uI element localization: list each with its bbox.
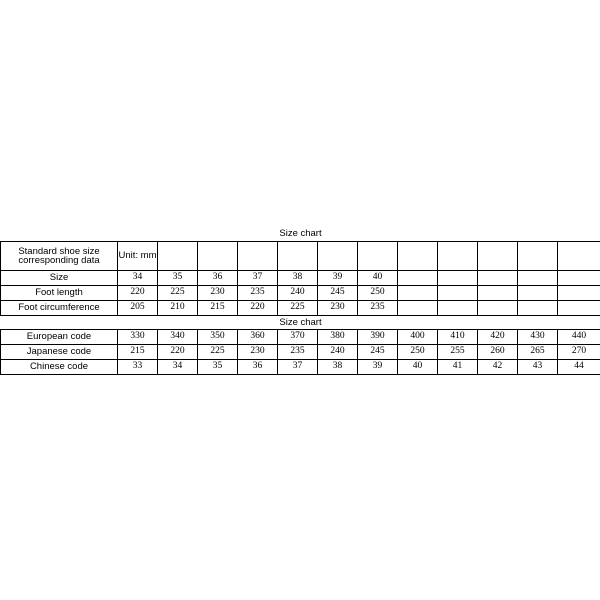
table-cell: 255 xyxy=(438,345,478,360)
table-cell xyxy=(398,271,438,286)
table-cell: 41 xyxy=(438,360,478,375)
table-row xyxy=(1,286,600,301)
table-cell xyxy=(558,301,600,316)
table-cell: 240 xyxy=(318,345,358,360)
header-empty-cell xyxy=(398,242,438,271)
table-cell: 240 xyxy=(278,286,318,301)
table-cell: 235 xyxy=(358,301,398,316)
table-cell xyxy=(478,301,518,316)
table-row xyxy=(1,330,600,345)
table-cell: 34 xyxy=(118,271,158,286)
header-empty-cell xyxy=(158,242,198,271)
table-cell: 215 xyxy=(198,301,238,316)
table-cell: 230 xyxy=(318,301,358,316)
table-cell: 260 xyxy=(478,345,518,360)
header-empty-cell xyxy=(358,242,398,271)
table-cell: 235 xyxy=(278,345,318,360)
header-empty-cell xyxy=(318,242,358,271)
table-cell: 40 xyxy=(398,360,438,375)
table-cell: 430 xyxy=(518,330,558,345)
table-cell xyxy=(518,286,558,301)
table-cell: 225 xyxy=(198,345,238,360)
table-cell xyxy=(558,271,600,286)
unit-cell: Unit: mm xyxy=(118,242,158,271)
table-cell: 215 xyxy=(118,345,158,360)
table-cell xyxy=(518,271,558,286)
row-label: Foot length xyxy=(1,286,118,301)
table-cell: 350 xyxy=(198,330,238,345)
table-cell: 330 xyxy=(118,330,158,345)
table-cell: 340 xyxy=(158,330,198,345)
row-label: Size xyxy=(1,271,118,286)
table-cell: 39 xyxy=(358,360,398,375)
size-chart-table xyxy=(0,227,600,375)
table-cell xyxy=(478,286,518,301)
table-cell: 38 xyxy=(318,360,358,375)
table-cell: 250 xyxy=(358,286,398,301)
table2-caption-row xyxy=(1,316,600,330)
table-cell: 230 xyxy=(238,345,278,360)
table-cell: 36 xyxy=(238,360,278,375)
table-cell xyxy=(478,271,518,286)
table-cell: 44 xyxy=(558,360,600,375)
table-cell: 225 xyxy=(278,301,318,316)
table1-caption: Size chart xyxy=(1,227,600,242)
table-cell: 380 xyxy=(318,330,358,345)
table2-caption: Size chart xyxy=(1,316,600,330)
table-cell: 39 xyxy=(318,271,358,286)
row-label: European code xyxy=(1,330,118,345)
table-row xyxy=(1,271,600,286)
table-row xyxy=(1,345,600,360)
table-cell: 235 xyxy=(238,286,278,301)
table-cell: 210 xyxy=(158,301,198,316)
table-cell xyxy=(438,301,478,316)
table-cell: 33 xyxy=(118,360,158,375)
table-cell: 40 xyxy=(358,271,398,286)
row-label: Japanese code xyxy=(1,345,118,360)
header-empty-cell xyxy=(278,242,318,271)
table-cell: 220 xyxy=(118,286,158,301)
table-cell: 42 xyxy=(478,360,518,375)
table-cell: 245 xyxy=(358,345,398,360)
header-label-cell: Standard shoe size corresponding data xyxy=(1,242,118,271)
table-cell: 220 xyxy=(238,301,278,316)
table-cell: 37 xyxy=(238,271,278,286)
table-cell: 360 xyxy=(238,330,278,345)
table-cell: 225 xyxy=(158,286,198,301)
table1-header-row xyxy=(1,242,600,271)
table-row xyxy=(1,301,600,316)
header-empty-cell xyxy=(478,242,518,271)
size-chart-sheet xyxy=(0,227,600,375)
table-cell: 38 xyxy=(278,271,318,286)
table-cell: 400 xyxy=(398,330,438,345)
table-cell: 265 xyxy=(518,345,558,360)
table-row xyxy=(1,360,600,375)
table-cell: 36 xyxy=(198,271,238,286)
table-cell: 34 xyxy=(158,360,198,375)
table-cell: 35 xyxy=(158,271,198,286)
table-cell: 220 xyxy=(158,345,198,360)
row-label: Foot circumference xyxy=(1,301,118,316)
table-cell xyxy=(558,286,600,301)
table-cell xyxy=(398,301,438,316)
header-empty-cell xyxy=(438,242,478,271)
header-empty-cell xyxy=(198,242,238,271)
table-cell: 370 xyxy=(278,330,318,345)
table-cell: 37 xyxy=(278,360,318,375)
header-empty-cell xyxy=(238,242,278,271)
table-cell: 390 xyxy=(358,330,398,345)
table-cell: 35 xyxy=(198,360,238,375)
table-cell xyxy=(518,301,558,316)
table-cell: 205 xyxy=(118,301,158,316)
table-cell: 270 xyxy=(558,345,600,360)
table-cell xyxy=(438,271,478,286)
table-cell xyxy=(398,286,438,301)
header-empty-cell xyxy=(558,242,600,271)
table-cell: 410 xyxy=(438,330,478,345)
table-cell: 440 xyxy=(558,330,600,345)
table-cell: 230 xyxy=(198,286,238,301)
table-cell: 43 xyxy=(518,360,558,375)
table1-caption-row xyxy=(1,227,600,242)
row-label: Chinese code xyxy=(1,360,118,375)
header-empty-cell xyxy=(518,242,558,271)
table-cell: 420 xyxy=(478,330,518,345)
table-cell: 245 xyxy=(318,286,358,301)
table-cell xyxy=(438,286,478,301)
table-cell: 250 xyxy=(398,345,438,360)
